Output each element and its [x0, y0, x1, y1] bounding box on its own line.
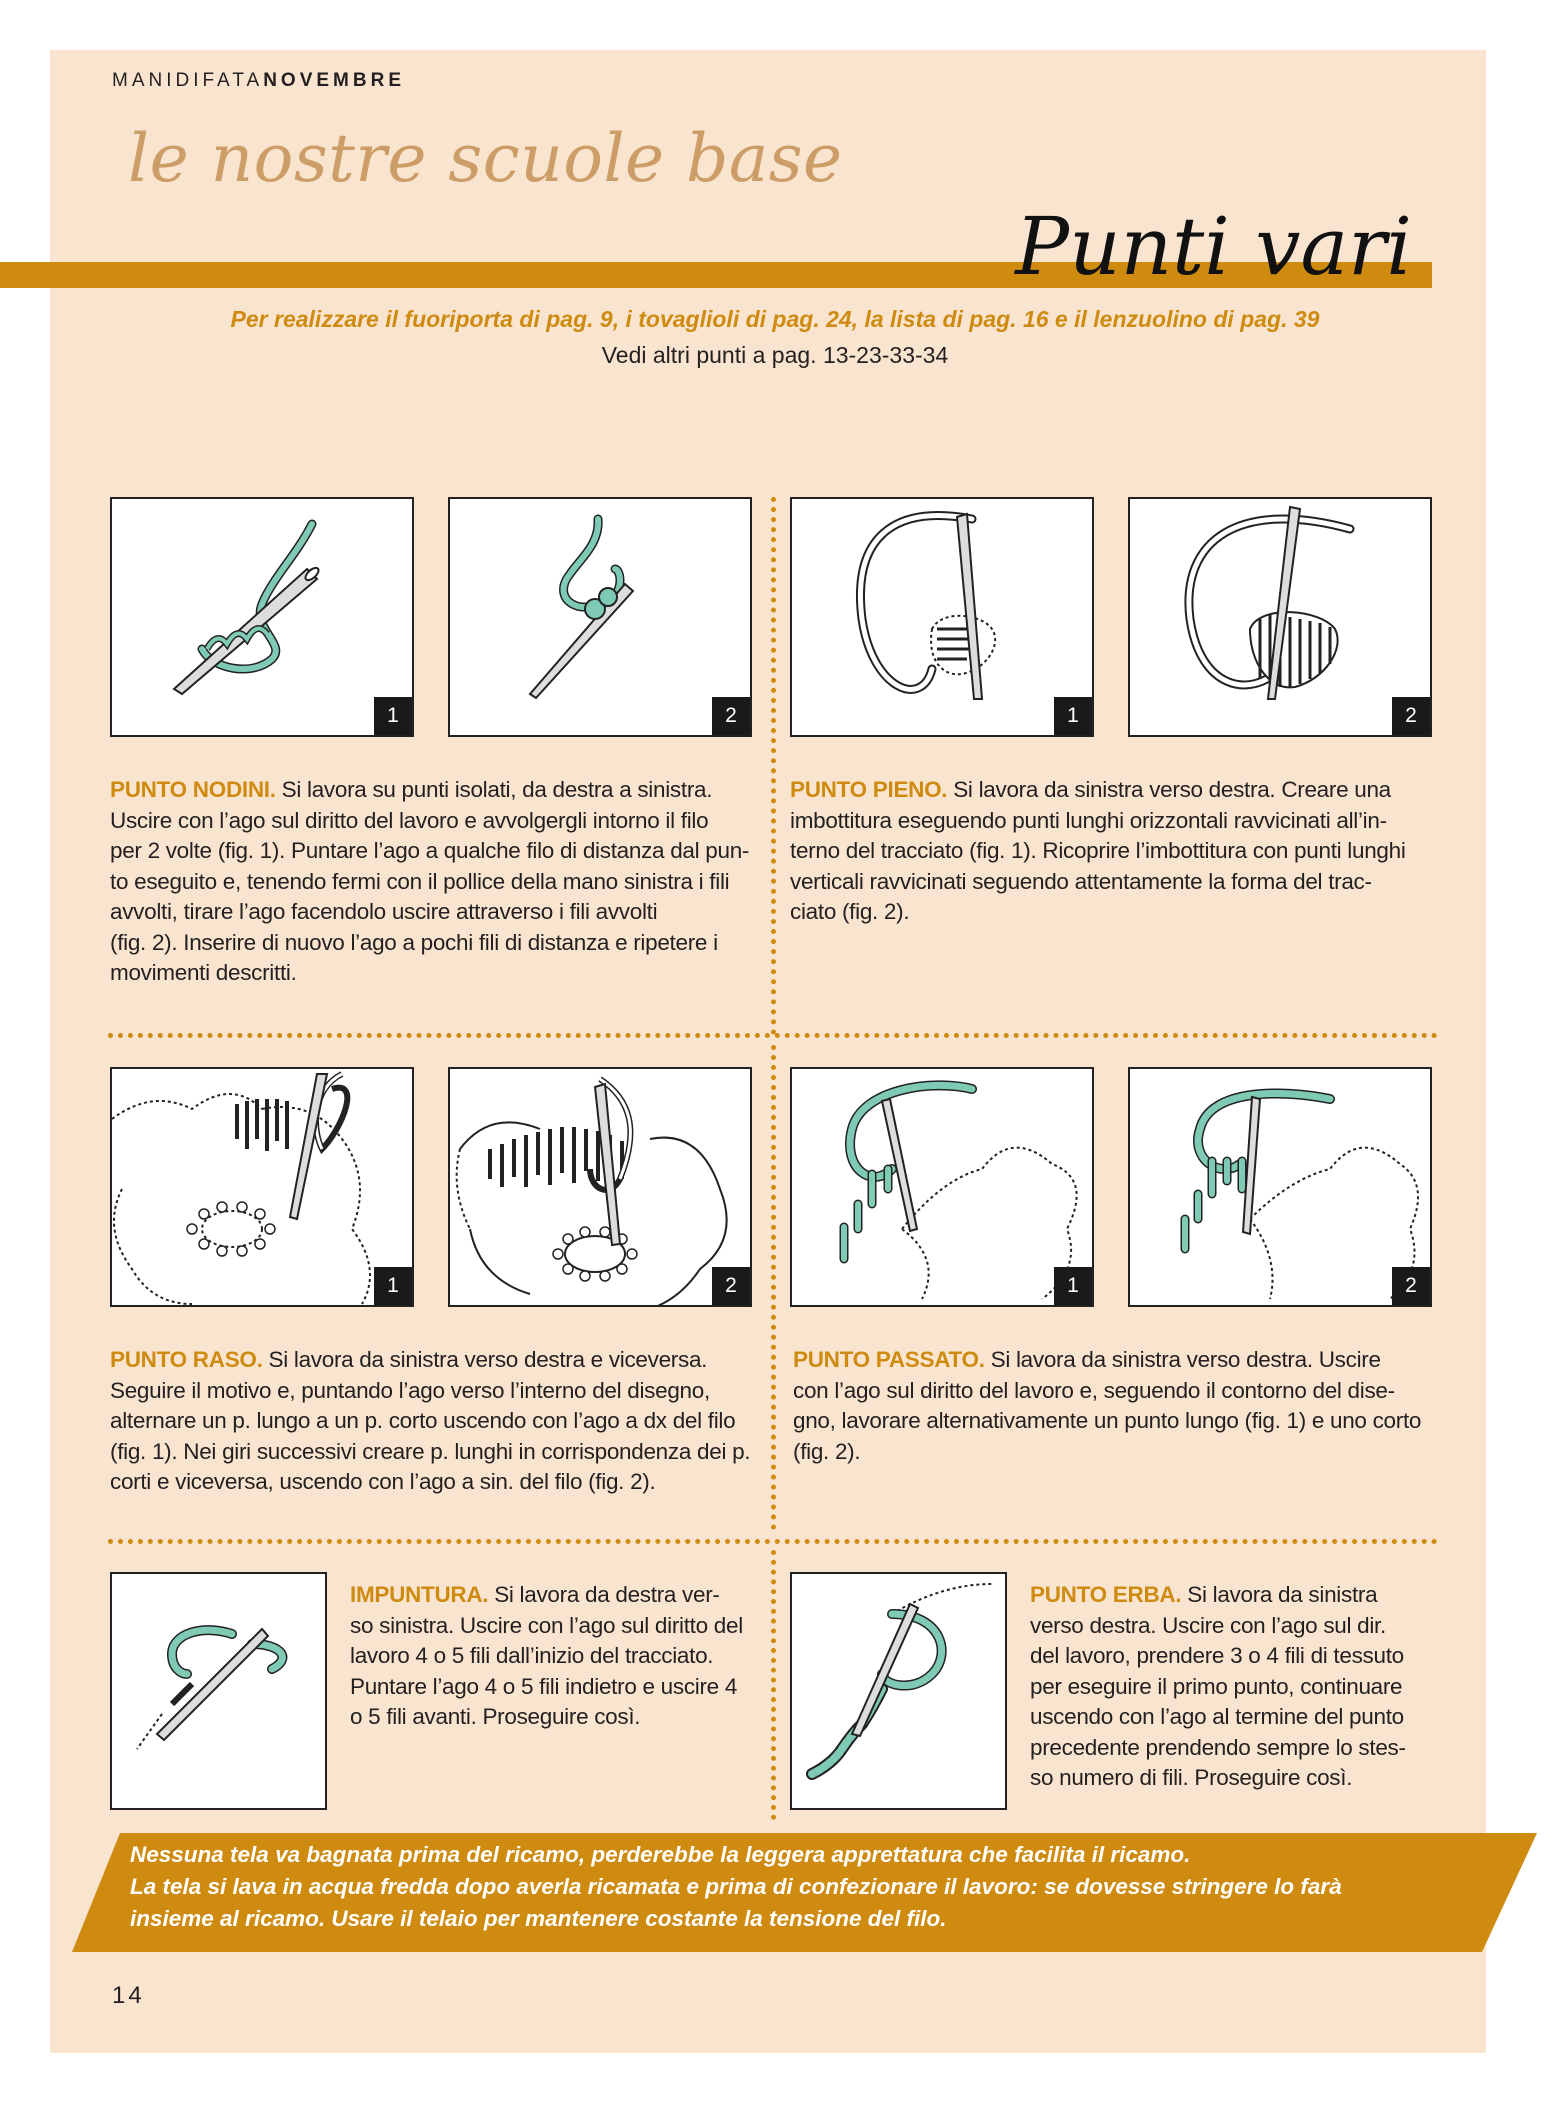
divider-vertical-1 [771, 497, 776, 1035]
pieno-line: Si lavora da sinistra verso destra. Creare una [953, 777, 1391, 802]
nodini-line: movimenti descritti. [110, 960, 297, 985]
nodini-line: (fig. 2). Inserire di nuovo l’ago a pochi fili di distanza e ripetere i [110, 929, 718, 955]
note-line: Nessuna tela va bagnata prima del ricamo, perderebbe la leggera apprettatura che facilita il ricamo. [130, 1842, 1191, 1867]
nodini-line: to eseguito e, tenendo fermi con il pollice della mano sinistra i fili [110, 868, 730, 894]
raso-line: Seguire il motivo e, puntando l’ago verso l’interno del disegno, [110, 1377, 710, 1403]
raso-2-drawing [450, 1069, 752, 1307]
nodini-2-drawing [450, 499, 752, 737]
erba-line: Si lavora da sinistra [1187, 1582, 1378, 1607]
heading-punto-passato: PUNTO PASSATO. [793, 1347, 985, 1372]
pieno-1-drawing [792, 499, 1094, 737]
raso-line: (fig. 1). Nei giri successivi creare p. lunghi in corrispondenza dei p. [110, 1438, 751, 1464]
passato-line: (fig. 2). [793, 1438, 861, 1464]
magazine-issue: NOVEMBRE [263, 70, 405, 91]
divider-horizontal-1 [108, 1033, 1438, 1038]
heading-punto-pieno: PUNTO PIENO. [790, 777, 948, 802]
nodini-line: per 2 volte (fig. 1). Puntare l’ago a qualche filo di distanza dal pun- [110, 838, 750, 863]
passato-2-drawing [1130, 1069, 1432, 1307]
divider-vertical-2 [771, 1045, 776, 1530]
figure-number: 1 [374, 1267, 412, 1305]
raso-line: corti e viceversa, uscendo con l’ago a sin. del filo (fig. 2). [110, 1469, 656, 1494]
figure-passato-2 [1128, 1067, 1432, 1307]
figure-pieno-2 [1128, 497, 1432, 737]
divider-horizontal-2 [108, 1539, 1438, 1544]
impuntura-drawing [112, 1574, 327, 1810]
figure-nodini-2 [448, 497, 752, 737]
impuntura-line: lavoro 4 o 5 fili dall’inizio del tracciato. [350, 1643, 714, 1668]
passato-1-drawing [792, 1069, 1094, 1307]
figure-number: 2 [1392, 697, 1430, 735]
figure-number: 1 [1054, 1267, 1092, 1305]
erba-line: so numero di fili. Proseguire così. [1030, 1765, 1353, 1790]
figure-number: 2 [712, 1267, 750, 1305]
raso-line: alternare un p. lungo a un p. corto uscendo con l’ago a dx del filo [110, 1408, 736, 1433]
figure-number: 1 [374, 697, 412, 735]
impuntura-line: Puntare l’ago 4 o 5 fili indietro e uscire 4 [350, 1673, 738, 1699]
text-impuntura [350, 1580, 760, 1733]
divider-vertical-3 [771, 1550, 776, 1820]
text-punto-passato [793, 1345, 1443, 1467]
pieno-line: verticali ravvicinati seguendo attentamente la forma del trac- [790, 868, 1372, 894]
passato-line: gno, lavorare alternativamente un punto lungo (fig. 1) e uno corto [793, 1408, 1422, 1433]
erba-line: uscendo con l’ago al termine del punto [1030, 1704, 1404, 1729]
magazine-header [112, 70, 405, 92]
figure-number: 1 [1054, 697, 1092, 735]
heading-punto-nodini: PUNTO NODINI. [110, 777, 276, 802]
figure-passato-1 [790, 1067, 1094, 1307]
erba-line: per eseguire il primo punto, continuare [1030, 1673, 1403, 1699]
figure-raso-2 [448, 1067, 752, 1307]
pieno-line: terno del tracciato (fig. 1). Ricoprire l’imbottitura con punti lunghi [790, 838, 1406, 863]
note-line: insieme al ricamo. Usare il telaio per mantenere costante la tensione del filo. [130, 1906, 947, 1931]
passato-line: Si lavora da sinistra verso destra. Uscire [990, 1347, 1381, 1372]
passato-line: con l’ago sul diritto del lavoro e, seguendo il contorno del dise- [793, 1377, 1395, 1403]
pieno-line: ciato (fig. 2). [790, 899, 910, 924]
figure-nodini-1 [110, 497, 414, 737]
punto-erba-drawing [792, 1574, 1007, 1810]
figure-impuntura [110, 1572, 327, 1810]
figure-pieno-1 [790, 497, 1094, 737]
nodini-line: Uscire con l’ago sul diritto del lavoro e avvolgergli intorno il filo [110, 807, 709, 833]
text-punto-pieno [790, 775, 1440, 928]
heading-punto-erba: PUNTO ERBA. [1030, 1582, 1182, 1607]
text-punto-raso [110, 1345, 760, 1498]
nodini-line: Si lavora su punti isolati, da destra a sinistra. [281, 777, 713, 802]
raso-line: Si lavora da sinistra verso destra e viceversa. [268, 1347, 708, 1372]
page-number: 14 [112, 1982, 145, 2009]
figure-raso-1 [110, 1067, 414, 1307]
figure-number: 2 [1392, 1267, 1430, 1305]
text-punto-erba [1030, 1580, 1440, 1794]
raso-1-drawing [112, 1069, 414, 1307]
nodini-line: avvolti, tirare l’ago facendolo uscire attraverso i fili avvolti [110, 899, 658, 924]
note-line: La tela si lava in acqua fredda dopo averla ricamata e prima di confezionare il lavoro: se dovesse stringere lo farà [130, 1874, 1342, 1899]
washing-note [72, 1833, 1537, 1952]
erba-line: verso destra. Uscire con l’ago sul dir. [1030, 1612, 1386, 1638]
intro-references: Per realizzare il fuoriporta di pag. 9, i tovaglioli di pag. 24, la lista di pag. 16 e il lenzuolino di pag. 39 [230, 306, 1320, 332]
impuntura-line: Si lavora da destra ver- [494, 1582, 720, 1607]
intro-see-also: Vedi altri punti a pag. 13-23-33-34 [601, 342, 949, 368]
page-title: Punti vari [1015, 200, 1412, 293]
erba-line: precedente prendendo sempre lo stes- [1030, 1734, 1406, 1760]
figure-punto-erba [790, 1572, 1007, 1810]
series-title: le nostre scuole base [128, 120, 843, 197]
heading-punto-raso: PUNTO RASO. [110, 1347, 263, 1372]
magazine-name: MANIDIFATA [112, 70, 264, 91]
heading-impuntura: IMPUNTURA. [350, 1582, 489, 1607]
pieno-2-drawing [1130, 499, 1432, 737]
impuntura-line: o 5 fili avanti. Proseguire così. [350, 1704, 641, 1729]
impuntura-line: so sinistra. Uscire con l’ago sul diritto del [350, 1612, 743, 1638]
erba-line: del lavoro, prendere 3 o 4 fili di tessuto [1030, 1643, 1404, 1668]
nodini-1-drawing [112, 499, 414, 737]
figure-number: 2 [712, 697, 750, 735]
text-punto-nodini [110, 775, 760, 989]
pieno-line: imbottitura eseguendo punti lunghi orizzontali ravvicinati all’in- [790, 807, 1387, 833]
